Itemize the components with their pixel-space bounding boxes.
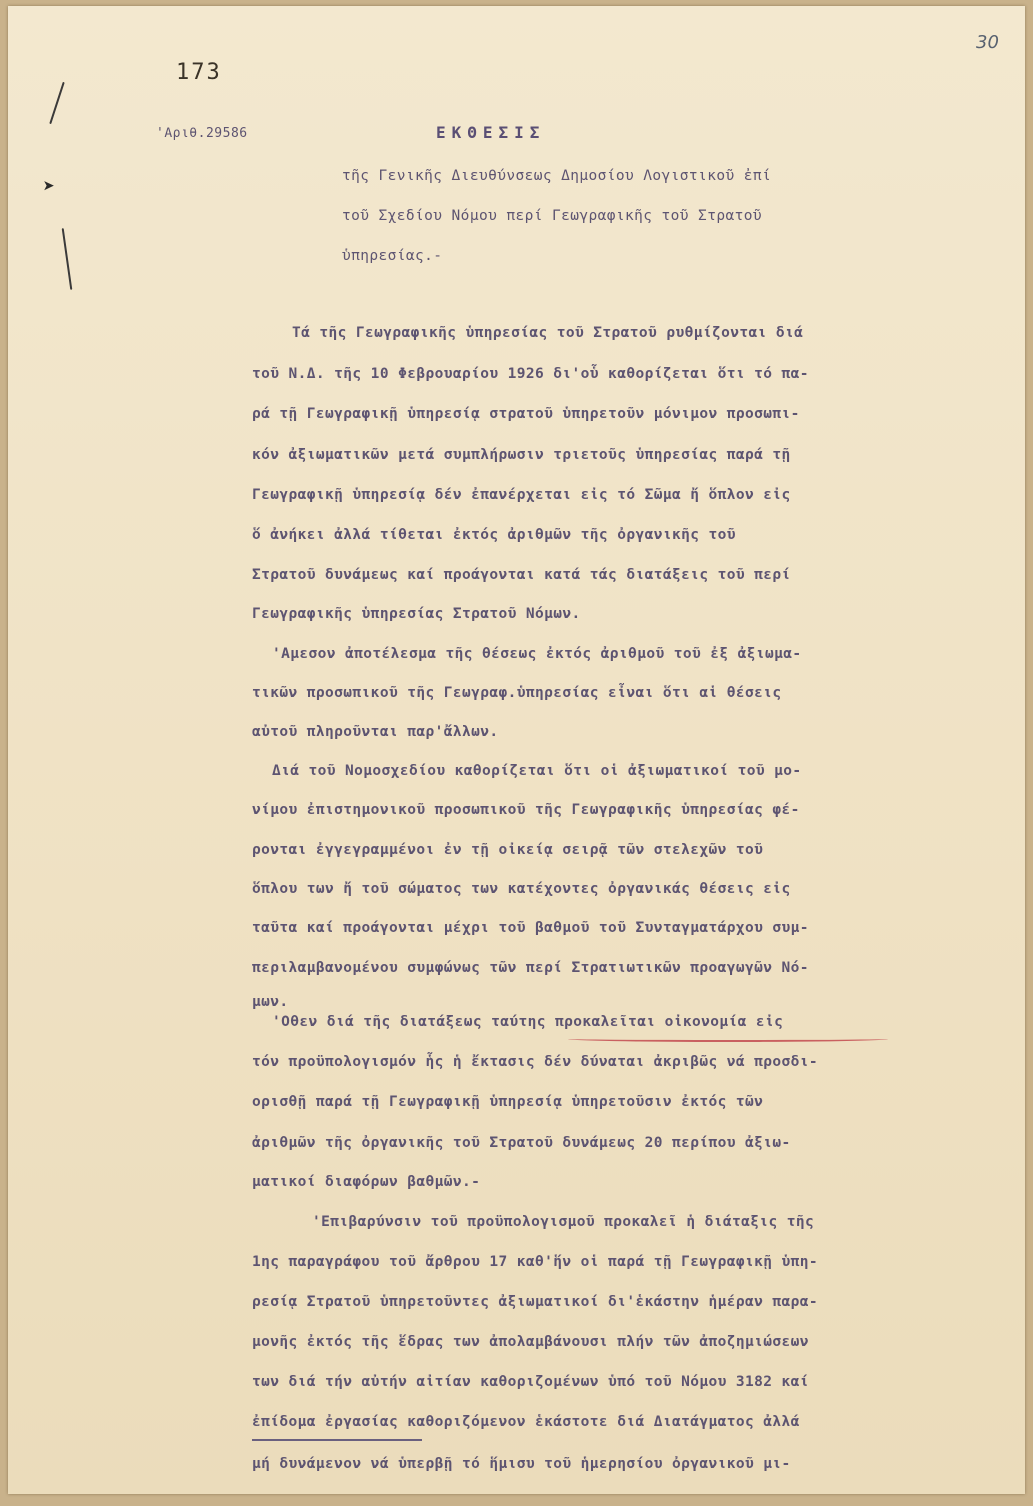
body-line: 1ης παραγράφου τοῦ ἄρθρου 17 καθ'ἥν οἱ παρά τῇ Γεωγραφικῇ ὑπη-	[252, 1254, 819, 1270]
underline-rule	[252, 1439, 422, 1441]
body-line: αὐτοῦ πληροῦνται παρ'ἄλλων.	[252, 724, 499, 740]
body-line: τικῶν προσωπικοῦ τῆς Γεωγραφ.ὑπηρεσίας εἶναι ὅτι αἱ θέσεις	[252, 685, 782, 701]
body-line: Γεωγραφικῆς ὑπηρεσίας Στρατοῦ Νόμων.	[252, 606, 581, 622]
document-title: ΕΚΘΕΣΙΣ	[436, 123, 546, 142]
page-number: 173	[176, 60, 222, 85]
body-line: ματικοί διαφόρων βαθμῶν.-	[252, 1174, 481, 1190]
body-line: ἀριθμῶν τῆς ὀργανικῆς τοῦ Στρατοῦ δυνάμεως 20 περίπου ἀξιω-	[252, 1135, 791, 1151]
body-line: Στρατοῦ δυνάμεως καί προάγονται κατά τάς διατάξεις τοῦ περί	[252, 567, 791, 583]
body-line: κόν ἀξιωματικῶν μετά συμπλήρωσιν τριετοῦς ὑπηρεσίας παρά τῇ	[252, 447, 791, 463]
body-line: ταῦτα καί προάγονται μέχρι τοῦ βαθμοῦ τοῦ Συνταγματάρχου συμ-	[252, 920, 809, 936]
body-line: ὅπλου των ἤ τοῦ σώματος των κατέχοντες ὀργανικάς θέσεις εἰς	[252, 881, 791, 897]
body-line: των διά τήν αὐτήν αἰτίαν καθοριζομένων ὑπό τοῦ Νόμου 3182 καί	[252, 1374, 809, 1390]
arrow-mark: ➤	[43, 174, 56, 198]
body-line: μονῆς ἐκτός τῆς ἕδρας των ἀπολαμβάνουσι πλήν τῶν ἀποζημιώσεων	[252, 1334, 809, 1350]
body-line: τοῦ Ν.Δ. τῆς 10 Φεβρουαρίου 1926 δι'οὗ καθορίζεται ὅτι τό πα-	[252, 366, 809, 382]
red-underline	[568, 1036, 888, 1042]
body-line: ρεσίᾳ Στρατοῦ ὑπηρετοῦντες ἀξιωματικοί δι'ἑκάστην ἡμέραν παρα-	[252, 1294, 819, 1310]
body-line: μων.	[252, 994, 289, 1010]
body-line: τόν προϋπολογισμόν ἧς ἡ ἔκτασις δέν δύναται ἀκριβῶς νά προσδι-	[252, 1054, 819, 1070]
pencil-mark-top	[49, 82, 64, 124]
pencil-mark-margin	[62, 228, 73, 290]
body-line: μή δυνάμενον νά ὑπερβῇ τό ἥμισυ τοῦ ἡμερησίου ὀργανικοῦ μι-	[252, 1456, 791, 1472]
body-line: ρά τῇ Γεωγραφικῇ ὑπηρεσίᾳ στρατοῦ ὑπηρετοῦν μόνιμον προσωπι-	[252, 406, 800, 422]
body-line: νίμου ἐπιστημονικοῦ προσωπικοῦ τῆς Γεωγραφικῆς ὑπηρεσίας φέ-	[252, 802, 800, 818]
body-line: περιλαμβανομένου συμφώνως τῶν περί Στρατιωτικῶν προαγωγῶν Νό-	[252, 960, 809, 976]
subtitle-line-3: ὑπηρεσίας.-	[342, 248, 443, 264]
body-line: 'Επιβαρύνσιν τοῦ προϋπολογισμοῦ προκαλεῖ ἡ διάταξις τῆς	[312, 1214, 815, 1230]
body-line: 'Αμεσον ἀποτέλεσμα τῆς θέσεως ἐκτός ἀριθμοῦ τοῦ ἐξ ἀξιωμα-	[272, 646, 802, 662]
subtitle-line-2: τοῦ Σχεδίου Νόμου περί Γεωγραφικῆς τοῦ Στρατοῦ	[342, 208, 762, 224]
body-line: ὅ ἀνήκει ἀλλά τίθεται ἐκτός ἀριθμῶν τῆς ὀργανικῆς τοῦ	[252, 527, 736, 543]
body-line: ἐπίδομα ἐργασίας καθοριζόμενον ἑκάστοτε διά Διατάγματος ἀλλά	[252, 1414, 800, 1430]
archive-number: 30	[976, 32, 999, 53]
subtitle-line-1: τῆς Γενικῆς Διευθύνσεως Δημοσίου Λογιστικοῦ ἐπί	[342, 168, 772, 184]
body-line: Τά τῆς Γεωγραφικῆς ὑπηρεσίας τοῦ Στρατοῦ ρυθμίζονται διά	[292, 325, 804, 341]
reference-number: 'Αριθ.29586	[156, 126, 248, 141]
body-line: ρονται ἐγγεγραμμένοι ἐν τῇ οἰκείᾳ σειρᾷ τῶν στελεχῶν τοῦ	[252, 842, 764, 858]
document-page	[8, 6, 1025, 1494]
body-line: Διά τοῦ Νομοσχεδίου καθορίζεται ὅτι οἱ ἀξιωματικοί τοῦ μο-	[272, 763, 802, 779]
body-line: Γεωγραφικῇ ὑπηρεσίᾳ δέν ἐπανέρχεται εἰς τό Σῶμα ἤ ὅπλον εἰς	[252, 487, 791, 503]
body-line: 'Οθεν διά τῆς διατάξεως ταύτης προκαλεῖται οἰκονομία εἰς	[272, 1014, 784, 1030]
body-line: ορισθῇ παρά τῇ Γεωγραφικῇ ὑπηρεσίᾳ ὑπηρετοῦσιν ἐκτός τῶν	[252, 1094, 764, 1110]
